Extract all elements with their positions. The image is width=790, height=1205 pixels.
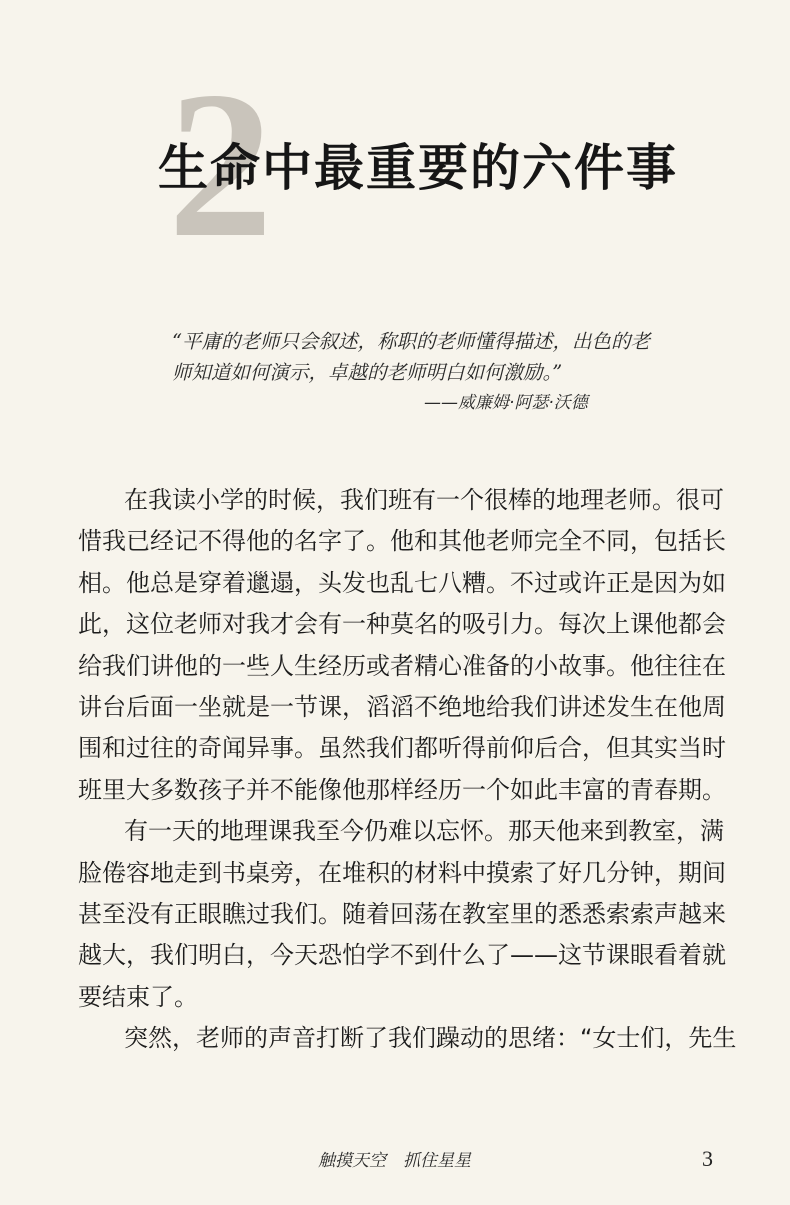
running-footer-title: 触摸天空 抓住星星 xyxy=(318,1151,471,1171)
chapter-title: 生命中最重要的六件事 xyxy=(158,139,678,197)
paragraph-line: 围和过往的奇闻异事。虽然我们都听得前仰后合，但其实当时 xyxy=(78,734,726,763)
epigraph-quote xyxy=(172,326,682,388)
epigraph-line: “平庸的老师只会叙述，称职的老师懂得描述，出色的老 xyxy=(172,330,650,353)
paragraph-line: 讲台后面一坐就是一节课，滔滔不绝地给我们讲述发生在他周 xyxy=(78,693,726,722)
body-text xyxy=(78,480,737,1060)
epigraph-attribution: ——威廉姆·阿瑟·沃德 xyxy=(424,393,588,413)
chapter-number: 2 xyxy=(168,49,269,281)
epigraph-line: 师知道如何演示，卓越的老师明白如何激励。” xyxy=(172,361,563,384)
paragraph-line: 此，这位老师对我才会有一种莫名的吸引力。每次上课他都会 xyxy=(78,610,726,639)
page-number: 3 xyxy=(702,1146,713,1171)
paragraph-line: 突然，老师的声音打断了我们躁动的思绪：“女士们，先生 xyxy=(124,1024,737,1053)
paragraph-line: 越大，我们明白，今天恐怕学不到什么了——这节课眼看着就 xyxy=(78,941,726,970)
paragraph-line: 相。他总是穿着邋遢，头发也乱七八糟。不过或许正是因为如 xyxy=(78,568,726,597)
paragraph-line: 给我们讲他的一些人生经历或者精心准备的小故事。他往往在 xyxy=(78,651,726,680)
paragraph-line: 要结束了。 xyxy=(78,982,198,1011)
paragraph-line: 有一天的地理课我至今仍难以忘怀。那天他来到教室，满 xyxy=(124,817,724,846)
paragraph-line: 惜我已经记不得他的名字了。他和其他老师完全不同，包括长 xyxy=(78,527,726,556)
paragraph-line: 班里大多数孩子并不能像他那样经历一个如此丰富的青春期。 xyxy=(78,775,726,804)
paragraph-line: 在我读小学的时候，我们班有一个很棒的地理老师。很可 xyxy=(124,486,724,514)
paragraph-line: 甚至没有正眼瞧过我们。随着回荡在教室里的悉悉索索声越来 xyxy=(78,900,726,929)
paragraph-line: 脸倦容地走到书桌旁，在堆积的材料中摸索了好几分钟，期间 xyxy=(78,858,726,887)
